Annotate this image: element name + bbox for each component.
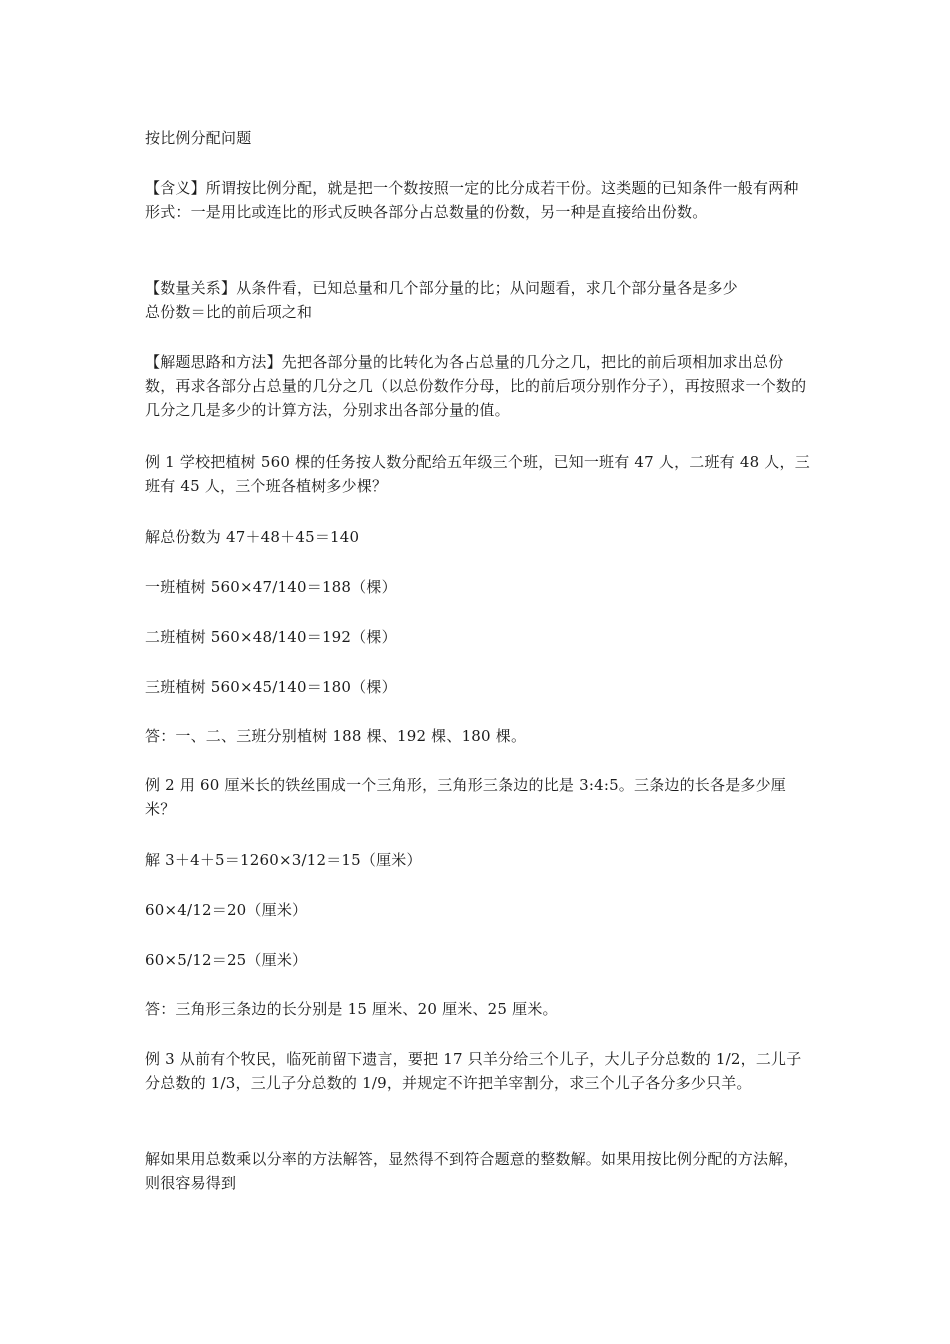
method-paragraph: 【解题思路和方法】先把各部分量的比转化为各占总量的几分之几，把比的前后项相加求出总份数，再求各部分占总量的几分之几（以总份数作分母，比的前后项分别作分子），再按照求一个数的几分之几是多少的计算方法，分别求出各部分量的值。 xyxy=(145,353,807,419)
definition-paragraph: 【含义】所谓按比例分配，就是把一个数按照一定的比分成若干份。这类题的已知条件一般有两种形式：一是用比或连比的形式反映各部分占总数量的份数，另一种是直接给出份数。 xyxy=(145,179,799,221)
document-title: 按比例分配问题 xyxy=(145,129,252,147)
example1-step1: 一班植树 560×47/140＝188（棵） xyxy=(145,578,397,596)
example1-answer: 答：一、二、三班分别植树 188 棵、192 棵、180 棵。 xyxy=(145,727,527,745)
example2-solution: 解 3＋4＋5＝1260×3/12＝15（厘米） xyxy=(145,851,422,869)
example1-question: 例 1 学校把植树 560 棵的任务按人数分配给五年级三个班，已知一班有 47 人，二班有 48 人，三班有 45 人，三个班各植树多少棵？ xyxy=(145,453,810,495)
example2-question: 例 2 用 60 厘米长的铁丝围成一个三角形，三角形三条边的比是 3:4:5。三条边的长各是多少厘米？ xyxy=(145,776,787,818)
example2-step2: 60×5/12＝25（厘米） xyxy=(145,951,308,969)
example3-question: 例 3 从前有个牧民，临死前留下遗言，要把 17 只羊分给三个儿子，大儿子分总数的 1/2，二儿子分总数的 1/3，三儿子分总数的 1/9，并规定不许把羊宰割分，求三个儿子各分多少只羊。 xyxy=(145,1050,802,1092)
example2-step1: 60×4/12＝20（厘米） xyxy=(145,901,308,919)
relation-paragraph-line1: 【数量关系】从条件看，已知总量和几个部分量的比；从问题看，求几个部分量各是多少 xyxy=(145,279,738,297)
example1-solution: 解总份数为 47＋48＋45＝140 xyxy=(145,528,360,546)
relation-paragraph-line2: 总份数＝比的前后项之和 xyxy=(145,303,313,321)
example1-step2: 二班植树 560×48/140＝192（棵） xyxy=(145,628,397,646)
example1-step3: 三班植树 560×45/140＝180（棵） xyxy=(145,678,397,696)
example2-answer: 答：三角形三条边的长分别是 15 厘米、20 厘米、25 厘米。 xyxy=(145,1000,558,1018)
example3-solution: 解如果用总数乘以分率的方法解答，显然得不到符合题意的整数解。如果用按比例分配的方法解，则很容易得到 xyxy=(145,1150,799,1192)
